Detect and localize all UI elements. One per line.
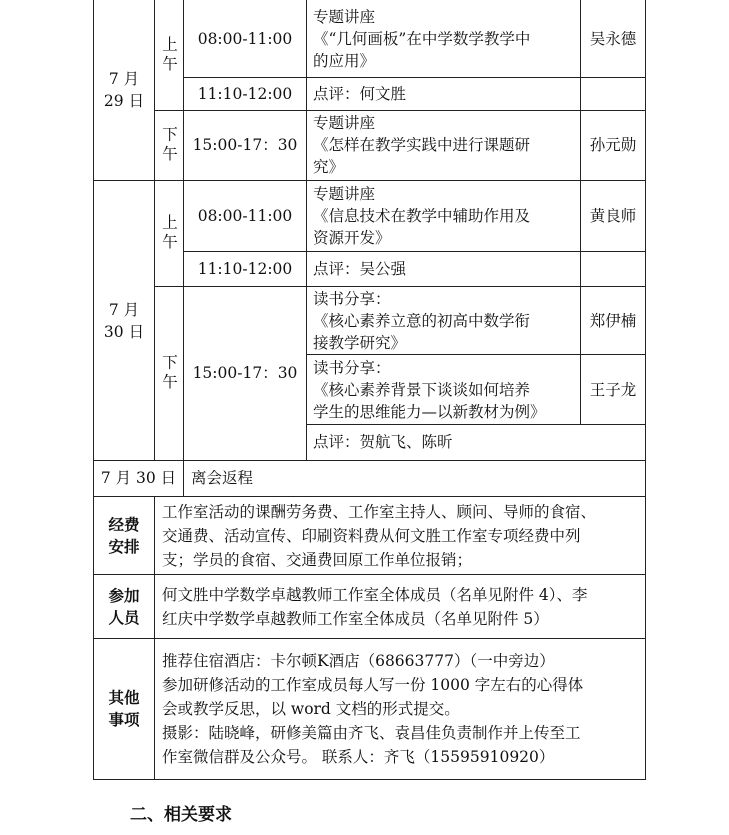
- session-line: 资源开发》: [313, 229, 391, 247]
- session-line: 读书分享：: [313, 358, 391, 377]
- other-label: 其他 事项: [108, 689, 140, 729]
- session-line: 《“几何画板”在中学数学教学中: [313, 29, 531, 48]
- speaker-cell: 孙元勋: [589, 136, 637, 154]
- grid-line: [183, 460, 184, 496]
- session-line: 《核心素养立意的初高中数学衔: [313, 311, 531, 330]
- time-cell: 11:10-12:00: [197, 84, 293, 103]
- session-line: 《核心素养背景下谈谈如何培养: [313, 380, 531, 399]
- date-cell-day1: [94, 0, 154, 180]
- participants-line: 红庆中学数学卓越教师工作室全体成员（名单见附件 5）: [162, 609, 549, 628]
- session-line: 点评：贺航飞、陈昕: [313, 433, 453, 451]
- speaker-cell: 黄良师: [589, 207, 637, 225]
- fees-content: [162, 497, 642, 574]
- time-cell: 15:00-17：30: [192, 364, 298, 382]
- participants-label: 参加 人员: [108, 586, 140, 627]
- session-line: 《信息技术在教学中辅助作用及: [313, 207, 531, 225]
- table-border-right: [645, 0, 646, 780]
- session-content: [313, 110, 580, 180]
- other-line: 推荐住宿酒店：卡尔顿K酒店（68663777）（一中旁边）: [162, 652, 555, 670]
- session-line: 学生的思维能力—以新教材为例》: [313, 402, 546, 421]
- other-line: 参加研修活动的工作室成员每人写一份 1000 字左右的心得体: [162, 676, 584, 694]
- speaker-cell: 郑伊楠: [589, 311, 637, 330]
- am-label: 上午: [160, 214, 178, 253]
- am-label: 上午: [160, 35, 178, 75]
- date-cell-day2: [94, 181, 154, 460]
- session-line: 点评：何文胜: [313, 84, 407, 103]
- session-line: 究》: [313, 158, 345, 176]
- fees-line: 工作室活动的课酬劳务费、工作室主持人、顾问、导师的食宿、: [162, 502, 597, 521]
- time-cell: 08:00-11:00: [197, 29, 293, 48]
- date-day: 29 日: [103, 92, 145, 110]
- session-content: [313, 287, 580, 354]
- time-cell: 11:10-12:00: [197, 259, 293, 278]
- session-content: [313, 355, 580, 424]
- departure-date: 7 月 30 日: [100, 469, 177, 487]
- speaker-cell: 王子龙: [589, 380, 637, 399]
- session-line: 的应用》: [313, 51, 376, 70]
- fees-line: 交通费、活动宣传、印刷资料费从何文胜工作室专项经费中列: [162, 526, 581, 545]
- fees-label: 经费 安排: [108, 515, 140, 556]
- participants-content: [162, 575, 642, 638]
- session-line: 专题讲座: [313, 7, 376, 26]
- grid-line: [306, 0, 307, 460]
- other-content: [162, 639, 642, 779]
- session-line: 《怎样在教学实践中进行课题研: [313, 136, 531, 154]
- date-month: 7 月: [108, 300, 140, 319]
- date-day: 30 日: [103, 322, 145, 341]
- session-content: [313, 77, 580, 110]
- time-cell: 15:00-17：30: [192, 136, 298, 154]
- session-content: [313, 181, 580, 251]
- table-border-bottom: [93, 779, 646, 780]
- other-line: 摄影：陆晓峰，研修美篇由齐飞、袁昌佳负责制作并上传至工: [162, 724, 581, 742]
- pm-label: 下午: [160, 125, 178, 165]
- session-line: 专题讲座: [313, 185, 376, 203]
- session-line: 专题讲座: [313, 114, 376, 132]
- session-line: 接教学研究》: [313, 333, 407, 352]
- session-line: 读书分享：: [313, 289, 391, 308]
- section-heading: 二、相关要求: [130, 805, 232, 825]
- session-content: [313, 251, 580, 286]
- other-line: 会或教学反思，以 word 文档的形式提交。: [162, 700, 460, 718]
- time-cell: 08:00-11:00: [197, 207, 293, 225]
- other-line: 作室微信群及公众号。 联系人：齐飞（15595910920）: [162, 748, 555, 766]
- participants-line: 何文胜中学数学卓越教师工作室全体成员（名单见附件 4）、李: [162, 585, 588, 604]
- pm-label: 下午: [160, 353, 178, 393]
- session-content: [313, 0, 580, 77]
- session-content: [313, 424, 645, 460]
- date-month: 7 月: [108, 70, 140, 88]
- fees-line: 支；学员的食宿、交通费回原工作单位报销；: [162, 550, 473, 569]
- session-line: 点评：吴公强: [313, 259, 407, 278]
- speaker-cell: 吴永德: [589, 29, 637, 48]
- departure-text: 离会返程: [191, 469, 254, 487]
